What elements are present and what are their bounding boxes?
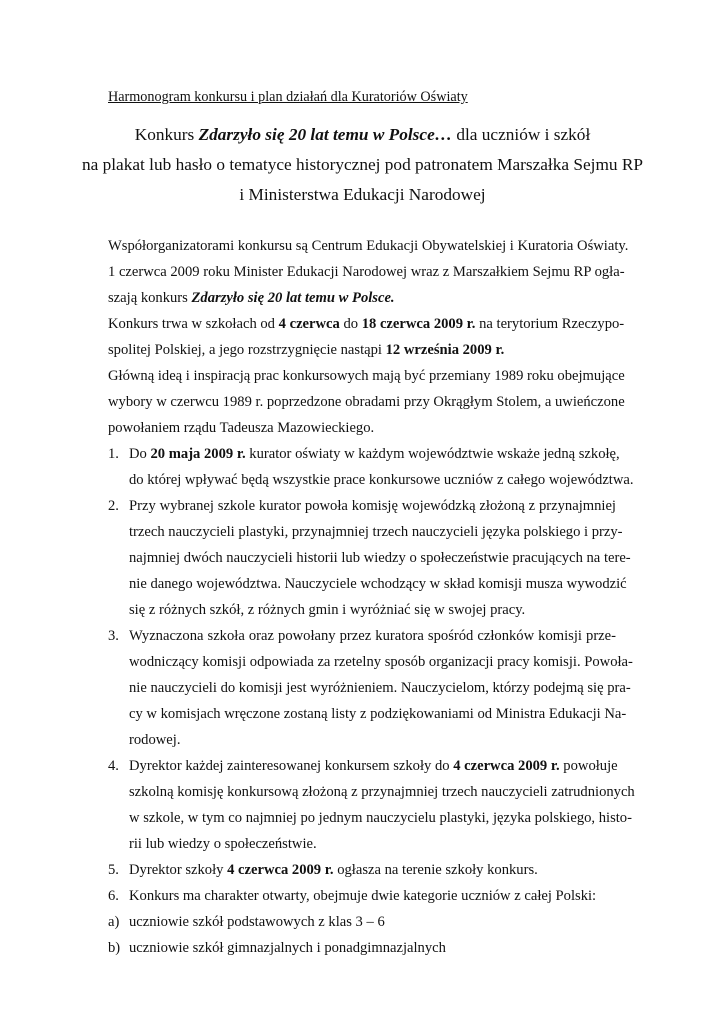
list-item-5-line-1: Dyrektor szkoły 4 czerwca 2009 r. ogłasza na terenie szkoły konkurs. — [129, 862, 538, 878]
list-item-number: 1. — [108, 446, 119, 462]
list-item-3-line-3: nie nauczycieli do komisji jest wyróżnieniem. Nauczycielom, którzy podejmą się pra- — [129, 680, 631, 696]
intro-paragraph-2-line-2: szają konkurs Zdarzyło się 20 lat temu w Polsce. — [108, 290, 395, 306]
list-item-4-line-2: szkolną komisję konkursową złożoną z przynajmniej trzech nauczycieli zatrudnionych — [129, 784, 635, 800]
list-item-4-line-1: Dyrektor każdej zainteresowanej konkursem szkoły do 4 czerwca 2009 r. powołuje — [129, 758, 618, 774]
list-item-4-line-4: rii lub wiedzy o społeczeństwie. — [129, 836, 317, 852]
intro-paragraph-4-line-2: wybory w czerwcu 1989 r. poprzedzone obradami przy Okrągłym Stolem, a uwieńczone — [108, 394, 625, 410]
title-line-2: na plakat lub hasło o tematyce historycznej pod patronatem Marszałka Sejmu RP — [81, 155, 643, 174]
contest-name: Zdarzyło się 20 lat temu w Polsce… — [198, 125, 453, 144]
title-line-3: i Ministerstwa Edukacji Narodowej — [239, 185, 486, 204]
list-item-2-line-1: Przy wybranej szkole kurator powoła komisję wojewódzką złożoną z przynajmniej — [129, 498, 616, 514]
list-item-3-line-5: rodowej. — [129, 732, 181, 748]
list-item-number: 5. — [108, 862, 119, 878]
intro-paragraph-1: Współorganizatorami konkursu są Centrum Edukacji Obywatelskiej i Kuratoria Oświaty. — [108, 238, 629, 254]
list-item-6-line-1: Konkurs ma charakter otwarty, obejmuje dwie kategorie uczniów z całej Polski: — [129, 888, 597, 904]
list-item-2-line-5: się z różnych szkół, z różnych gmin i wyróżniać się w swojej pracy. — [129, 602, 526, 618]
list-item-2-line-4: nie danego województwa. Nauczyciele wchodzący w skład komisji musza wywodzić — [129, 576, 627, 592]
intro-paragraph-4-line-3: powołaniem rządu Tadeusza Mazowieckiego. — [108, 420, 375, 436]
list-item-2-line-3: najmniej dwóch nauczycieli historii lub wiedzy o społeczeństwie pracujących na tere- — [129, 550, 631, 566]
list-item-1-line-2: do której wpływać będą wszystkie prace konkursowe uczniów z całego województwa. — [129, 472, 634, 488]
list-item-4-line-3: w szkole, w tym co najmniej po jednym nauczycielu plastyki, języka polskiego, histo- — [129, 810, 632, 826]
list-item-number: 3. — [108, 628, 119, 644]
intro-paragraph-3-line-1: Konkurs trwa w szkołach od 4 czerwca do 18 czerwca 2009 r. na terytorium Rzeczypo- — [108, 316, 625, 332]
list-item-number: 2. — [108, 498, 119, 514]
intro-paragraph-2-line-1: 1 czerwca 2009 roku Minister Edukacji Narodowej wraz z Marszałkiem Sejmu RP ogła- — [108, 264, 625, 280]
sublist-item-a: uczniowie szkół podstawowych z klas 3 – 6 — [129, 914, 385, 930]
list-item-3-line-2: wodniczący komisji odpowiada za rzetelny sposób organizacji pracy komisji. Powoła- — [129, 654, 633, 670]
document-header: Harmonogram konkursu i plan działań dla Kuratoriów Oświaty — [108, 89, 468, 105]
list-item-number: 6. — [108, 888, 119, 904]
sublist-item-letter: b) — [108, 940, 121, 956]
sublist-item-letter: a) — [108, 914, 120, 930]
title-line-1: Konkurs Zdarzyło się 20 lat temu w Polsce… dla uczniów i szkół — [134, 125, 591, 144]
intro-paragraph-3-line-2: spolitej Polskiej, a jego rozstrzygnięcie nastąpi 12 września 2009 r. — [108, 342, 505, 358]
list-item-number: 4. — [108, 758, 119, 774]
sublist-item-b: uczniowie szkół gimnazjalnych i ponadgimnazjalnych — [129, 940, 446, 956]
list-item-2-line-2: trzech nauczycieli plastyki, przynajmniej trzech nauczycieli języka polskiego i przy- — [129, 524, 623, 540]
list-item-3-line-1: Wyznaczona szkoła oraz powołany przez kuratora spośród członków komisji prze- — [129, 628, 616, 644]
intro-paragraph-4-line-1: Główną ideą i inspiracją prac konkursowych mają być przemiany 1989 roku obejmujące — [108, 368, 625, 384]
list-item-3-line-4: cy w komisjach wręczone zostaną listy z podziękowaniami od Ministra Edukacji Na- — [129, 706, 627, 722]
list-item-1-line-1: Do 20 maja 2009 r. kurator oświaty w każdym województwie wskaże jedną szkołę, — [129, 446, 620, 462]
